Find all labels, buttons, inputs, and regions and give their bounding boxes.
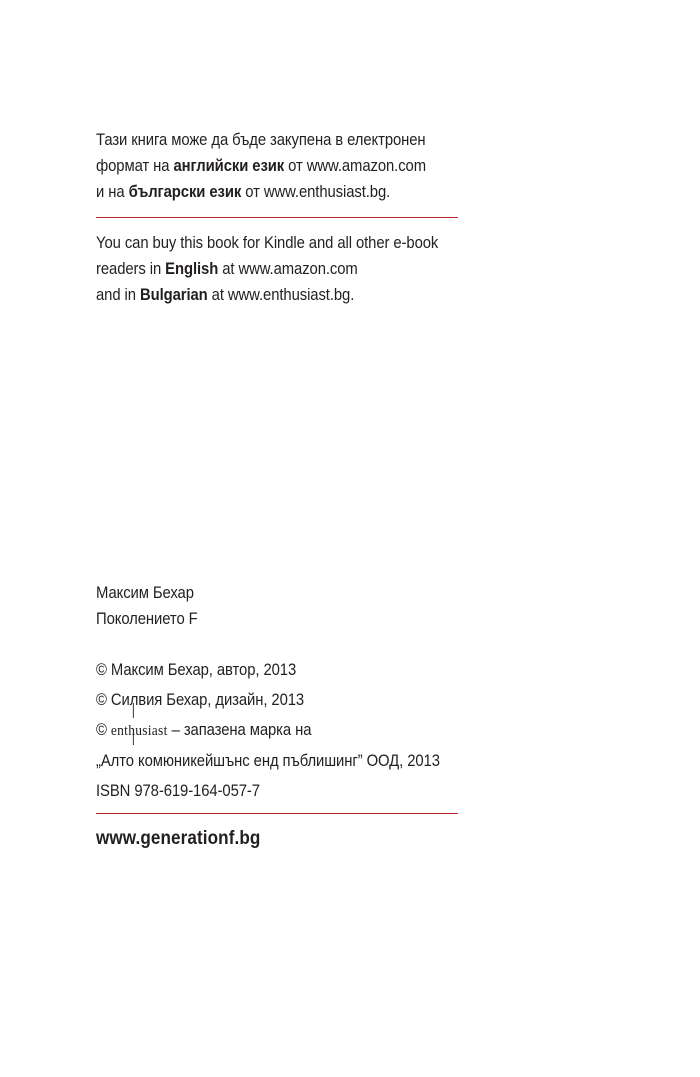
divider-rule-2 [96,813,458,814]
en-note-line-2-post: at www.amazon.com [218,260,358,278]
copyright-symbol: © [96,721,107,739]
en-note-english: English [165,260,219,278]
book-title: Поколението F [96,610,198,628]
bg-note-line-2 [96,153,426,179]
bg-note-line-1: Тази книга може да бъде закупена в електронен [96,131,426,149]
bulgarian-purchase-note [96,127,426,205]
logo-text: enthusiast [110,723,168,739]
bg-note-line-2-post: от www.amazon.com [284,157,426,175]
bg-note-line-3-post: от www.enthusiast.bg. [241,183,391,201]
logo-tick-down [132,730,133,745]
website-url[interactable]: www.generationf.bg [96,828,261,849]
divider-rule [96,217,458,218]
en-note-bulgarian: Bulgarian [139,286,208,304]
enthusiast-logo [111,716,168,746]
copyright-author: © Максим Бехар, автор, 2013 [96,661,297,679]
trademark-text: – запазена марка на [167,721,312,739]
copyright-block [96,655,440,806]
en-note-line-3-post: at www.enthusiast.bg. [207,286,355,304]
bg-note-line-3 [96,179,426,205]
bg-note-bulgarian-language: български език [128,183,242,201]
en-note-line-1: You can buy this book for Kindle and all other e-book [96,234,439,252]
bg-note-line-2-pre: формат на [96,157,174,175]
en-note-line-2 [96,256,438,282]
bg-note-line-3-pre: и на [96,183,129,201]
english-purchase-note [96,230,438,308]
en-note-line-2-pre: readers in [96,260,166,278]
copyright-trademark [96,715,440,746]
book-info [96,580,198,632]
en-note-line-3 [96,282,438,308]
book-author: Максим Бехар [96,584,194,602]
copyright-design: © Силвия Бехар, дизайн, 2013 [96,691,305,709]
logo-tick-up [132,703,133,718]
isbn: ISBN 978-619-164-057-7 [96,782,260,800]
en-note-line-3-pre: and in [96,286,140,304]
bg-note-english-language: английски език [173,157,285,175]
copyright-publisher: „Алто комюникейшънс енд пъблишинг” ООД, 2013 [96,752,440,770]
